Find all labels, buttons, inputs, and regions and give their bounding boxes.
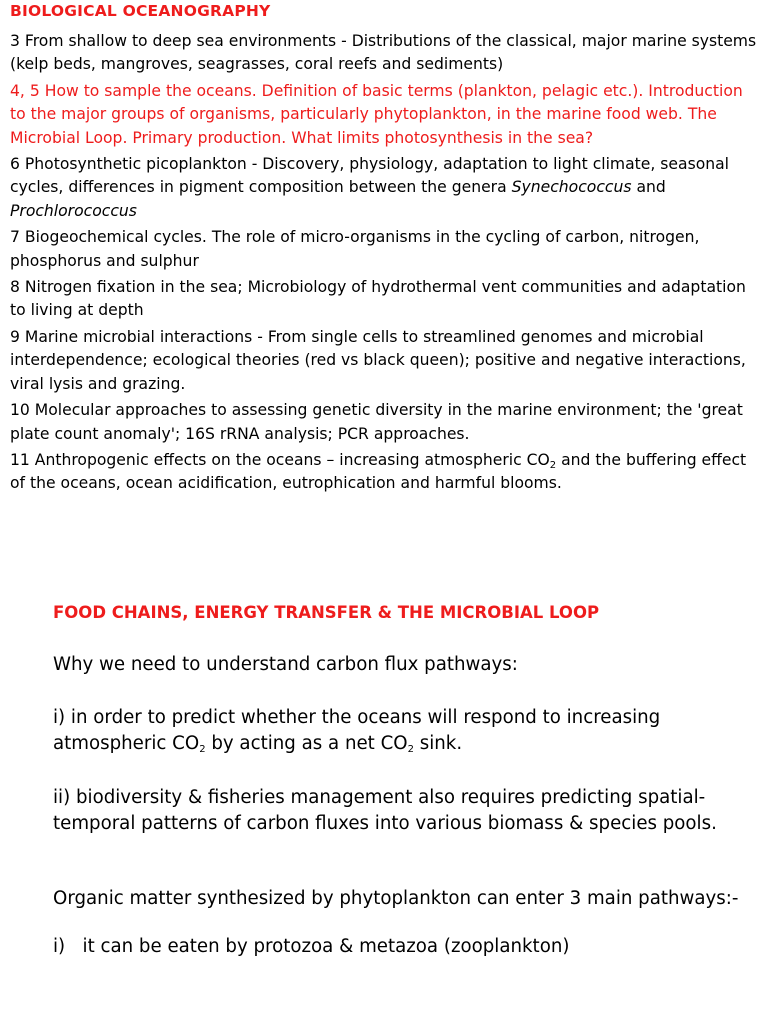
topic-11-post: and the buffering effect of the oceans, ocean acidification, eutrophication and harmful blooms. — [10, 450, 747, 493]
reason-2: ii) biodiversity & fisheries management also requires predicting spatial-temporal patterns of carbon fluxes into various biomass & species pools. — [53, 786, 717, 834]
reason-1-text-b: by acting as a net CO — [205, 733, 408, 754]
topic-4-5: 4, 5 How to sample the oceans. Definition of basic terms (plankton, pelagic etc.). Introduction to the major groups of organisms, particularly phytoplankton, in the marine food web. The Microbial Loop. Primary production. What limits photosynthesis in the sea? — [10, 81, 743, 147]
topic-3: 3 From shallow to deep sea environments - Distributions of the classical, major marine systems (kelp beds, mangroves, seagrasses, coral reefs and sediments) — [10, 32, 757, 74]
topic-7: 7 Biogeochemical cycles. The role of micro-organisms in the cycling of carbon, nitrogen, phosphorus and sulphur — [10, 228, 700, 270]
reason-1-text-a: i) in order to predict whether the oceans will respond to increasing atmospheric CO — [53, 706, 661, 754]
genus-prochlorococcus: Prochlorococcus — [10, 201, 137, 220]
topic-6-text: 6 Photosynthetic picoplankton - Discovery, physiology, adaptation to light climate, seasonal cycles, differences in pigment composition between the genera — [10, 155, 730, 197]
topic-11 — [10, 449, 762, 496]
section-title: FOOD CHAINS, ENERGY TRANSFER & THE MICROBIAL LOOP — [53, 603, 600, 622]
reason-1-sub-2: 2 — [407, 744, 414, 755]
document-title: BIOLOGICAL OCEANOGRAPHY — [10, 2, 271, 20]
carbon-flux-intro: Why we need to understand carbon flux pathways: — [53, 654, 518, 675]
co2-subscript: 2 — [549, 459, 557, 471]
genus-synechococcus: Synechococcus — [511, 178, 632, 197]
topic-6-and: and — [631, 178, 666, 197]
reason-1-text-c: sink. — [413, 733, 463, 754]
food-chains-section — [53, 600, 753, 961]
topic-6 — [10, 153, 762, 223]
pathway-1 — [53, 934, 753, 961]
topic-list — [10, 30, 762, 499]
reason-1-sub-1: 2 — [199, 744, 206, 755]
topic-11-pre: 11 Anthropogenic effects on the oceans – increasing atmospheric CO — [10, 450, 550, 469]
topic-9: 9 Marine microbial interactions - From single cells to streamlined genomes and microbial interdependence; ecological theories (red vs black queen); positive and negative interactions, viral lysis and grazing. — [10, 327, 746, 393]
organic-matter-pathways: Organic matter synthesized by phytoplankton can enter 3 main pathways:- — [53, 887, 739, 909]
reason-1 — [53, 705, 753, 758]
pathway-1-number: i) — [53, 936, 66, 957]
topic-10: 10 Molecular approaches to assessing genetic diversity in the marine environment; the 'great plate count anomaly'; 16S rRNA analysis; PCR approaches. — [10, 401, 743, 443]
topic-8: 8 Nitrogen fixation in the sea; Microbiology of hydrothermal vent communities and adaptation to living at depth — [10, 278, 746, 320]
pathway-1-text: it can be eaten by protozoa & metazoa (zooplankton) — [82, 936, 570, 957]
